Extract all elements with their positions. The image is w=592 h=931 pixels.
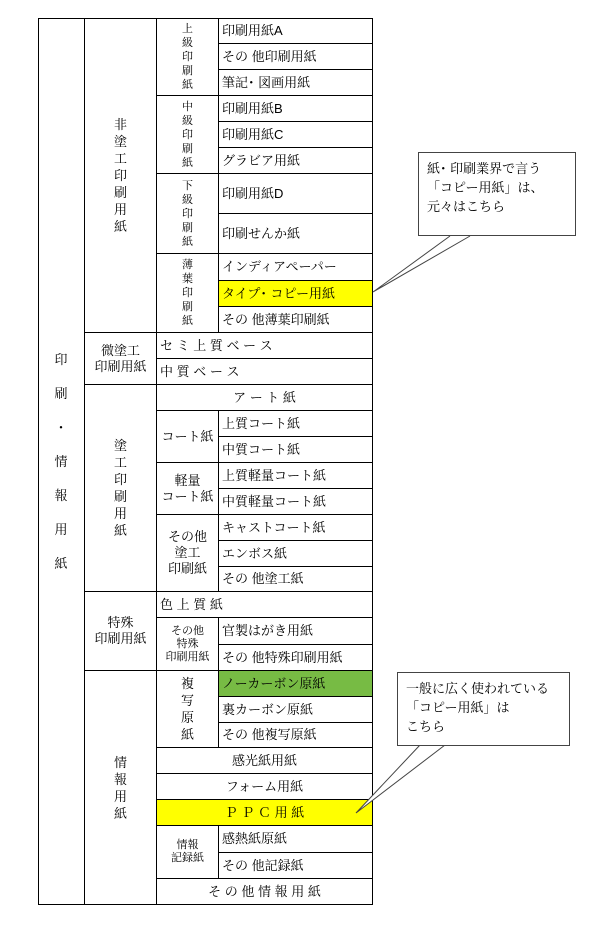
item-hikki: 筆記･ 図画用紙 (219, 70, 373, 96)
item-cast: キャストコート紙 (219, 515, 373, 541)
subgroup-sonota-toko: その他 塗工 印刷紙 (157, 515, 219, 592)
item-form: フォーム用紙 (157, 774, 373, 800)
callout-top: 紙･ 印刷業界で言う 「コピー用紙」は、 元々はこちら (418, 152, 576, 236)
item-type-copy: タイプ･ コピー用紙 (219, 281, 373, 307)
item-b: 印刷用紙B (219, 96, 373, 122)
col1-category: 印 刷 ・ 情 報 用 紙 (38, 18, 85, 905)
item-ura-carbon: 裏カーボン原紙 (219, 697, 373, 723)
subgroup-sonota-tokushu: その他 特殊 印刷用紙 (157, 618, 219, 671)
item-sonota-usuyo: その 他薄葉印刷紙 (219, 307, 373, 333)
group-hitoko: 非 塗 工 印 刷 用 紙 (85, 18, 157, 333)
item-chushitsu-coat: 中質コート紙 (219, 437, 373, 463)
item-kansei: 官製はがき用紙 (219, 618, 373, 645)
callout-bottom-pointer (356, 745, 445, 813)
item-emboss: エンボス紙 (219, 541, 373, 567)
item-kanko: 感光紙用紙 (157, 748, 373, 774)
subgroup-keiryo: 軽量 コート紙 (157, 463, 219, 515)
item-ppc: Ｐ Ｐ Ｃ 用 紙 (157, 800, 373, 826)
subgroup-jokyu: 上 級 印 刷 紙 (157, 18, 219, 96)
item-no-carbon: ノーカーボン原紙 (219, 671, 373, 697)
subgroup-kiroku: 情報 記録紙 (157, 826, 219, 879)
group-toko: 塗 工 印 刷 用 紙 (85, 385, 157, 592)
subgroup-coat: コート紙 (157, 411, 219, 463)
item-c: 印刷用紙C (219, 122, 373, 148)
item-semi: セ ミ 上 質 ベ ー ス (157, 333, 373, 359)
item-kannetsu: 感熱紙原紙 (219, 826, 373, 853)
item-d: 印刷用紙D (219, 174, 373, 214)
item-sonota-toko: その 他塗工紙 (219, 567, 373, 592)
subgroup-usuyo: 薄 葉 印 刷 紙 (157, 254, 219, 333)
subgroup-kakyu: 下 級 印 刷 紙 (157, 174, 219, 254)
group-joho: 情 報 用 紙 (85, 671, 157, 905)
item-sonota-insatsu: その 他印刷用紙 (219, 44, 373, 70)
item-chushitsu-keiryo: 中質軽量コート紙 (219, 489, 373, 515)
item-sonota-joho: そ の 他 情 報 用 紙 (157, 879, 373, 905)
callout-top-pointer (373, 236, 470, 292)
item-gravure: グラビア用紙 (219, 148, 373, 174)
item-sonota-fukusha: その 他複写原紙 (219, 723, 373, 748)
item-senka: 印刷せんか紙 (219, 214, 373, 254)
item-sonota-kiroku: その 他記録紙 (219, 853, 373, 879)
item-a: 印刷用紙A (219, 18, 373, 44)
group-bitoko: 微塗工 印刷用紙 (85, 333, 157, 385)
subgroup-fukusha: 複 写 原 紙 (157, 671, 219, 748)
item-iro: 色 上 質 紙 (157, 592, 373, 618)
item-josei-keiryo: 上質軽量コート紙 (219, 463, 373, 489)
callout-bottom: 一般に広く使われている 「コピー用紙」は こちら (397, 672, 570, 746)
item-chushitsu-base: 中 質 ベ ー ス (157, 359, 373, 385)
subgroup-chukyu: 中 級 印 刷 紙 (157, 96, 219, 174)
item-josei-coat: 上質コート紙 (219, 411, 373, 437)
item-sonota-tokushu: その 他特殊印刷用紙 (219, 645, 373, 671)
item-india: インディアペーパー (219, 254, 373, 281)
group-tokushu: 特殊 印刷用紙 (85, 592, 157, 671)
item-art: ア ー ト 紙 (157, 385, 373, 411)
